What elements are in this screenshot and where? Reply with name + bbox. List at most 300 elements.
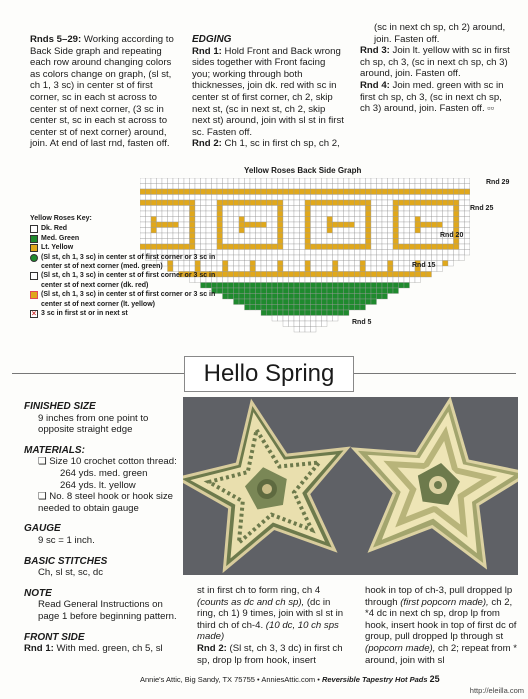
graph-cell [184, 189, 190, 195]
graph-cell [223, 233, 229, 239]
edging-rnd2-text: Ch 1, sc in first ch sp, ch 2, [224, 138, 340, 150]
graph-cell [415, 277, 421, 283]
graph-cell [283, 316, 289, 322]
materials-title: MATERIALS: [24, 444, 85, 456]
graph-cell [421, 233, 427, 239]
graph-cell [256, 233, 262, 239]
graph-cell [349, 217, 355, 223]
graph-cell [272, 200, 278, 206]
graph-cell [311, 239, 317, 245]
graph-cell [333, 228, 339, 234]
graph-cell [190, 206, 196, 212]
graph-cell [404, 233, 410, 239]
graph-cell [234, 228, 240, 234]
graph-cell [448, 206, 454, 212]
graph-cell [256, 255, 262, 261]
graph-cell [344, 211, 350, 217]
graph-cell [305, 195, 311, 201]
graph-cell [245, 206, 251, 212]
graph-cell [223, 272, 229, 278]
graph-cell [201, 195, 207, 201]
graph-cell [250, 283, 256, 289]
graph-cell [289, 272, 295, 278]
graph-cell [432, 255, 438, 261]
finished-size-text: 9 inches from one point to opposite straight edge [38, 412, 149, 436]
graph-cell [371, 288, 377, 294]
graph-cell [294, 272, 300, 278]
graph-cell [256, 189, 262, 195]
graph-cell [173, 189, 179, 195]
graph-cell [272, 250, 278, 256]
graph-cell [388, 266, 394, 272]
graph-cell [212, 195, 218, 201]
graph-cell [443, 217, 449, 223]
graph-cell [228, 250, 234, 256]
graph-cell [228, 266, 234, 272]
graph-cell [349, 261, 355, 267]
graph-cell [267, 211, 273, 217]
graph-cell [250, 233, 256, 239]
graph-cell [283, 244, 289, 250]
graph-cell [316, 321, 322, 327]
graph-cell [404, 189, 410, 195]
graph-cell [404, 277, 410, 283]
graph-cell [426, 217, 432, 223]
graph-cell [322, 222, 328, 228]
graph-cell [443, 211, 449, 217]
graph-cell [333, 310, 339, 316]
graph-cell [283, 222, 289, 228]
graph-cell [261, 310, 267, 316]
graph-cell [245, 288, 251, 294]
graph-label-rnd-29: Rnd 29 [486, 179, 510, 186]
graph-cell [322, 189, 328, 195]
graph-cell [355, 261, 361, 267]
basic-stitches-title: BASIC STITCHES [24, 555, 108, 567]
graph-cell [415, 189, 421, 195]
graph-cell [322, 272, 328, 278]
graph-cell [382, 294, 388, 300]
graph-cell [311, 277, 317, 283]
graph-cell [421, 184, 427, 190]
col2-text-b: (dc in ring, ch 1) 9 times, join with sl st in third ch of ch-4. [197, 596, 344, 631]
graph-cell [377, 261, 383, 267]
graph-cell [311, 228, 317, 234]
graph-cell [289, 184, 295, 190]
graph-cell [388, 288, 394, 294]
graph-cell [300, 244, 306, 250]
graph-cell [371, 184, 377, 190]
graph-cell [173, 184, 179, 190]
graph-cell [465, 189, 471, 195]
graph-cell [399, 250, 405, 256]
graph-cell [421, 272, 427, 278]
graph-cell [256, 277, 262, 283]
graph-cell [311, 250, 317, 256]
graph-cell [140, 184, 146, 190]
graph-cell [305, 228, 311, 234]
graph-cell [338, 206, 344, 212]
graph-cell [289, 321, 295, 327]
graph-cell [294, 206, 300, 212]
graph-cell [465, 239, 471, 245]
note-title: NOTE [24, 587, 52, 599]
graph-cell [421, 195, 427, 201]
graph-cell [256, 195, 262, 201]
graph-cell [294, 294, 300, 300]
graph-cell [289, 288, 295, 294]
graph-cell [349, 195, 355, 201]
graph-cell [426, 195, 432, 201]
graph-cell [333, 178, 339, 184]
graph-cell [344, 200, 350, 206]
graph-cell [228, 261, 234, 267]
graph-cell [448, 195, 454, 201]
front-rnd1-label: Rnd 1: [24, 643, 54, 655]
graph-cell [399, 261, 405, 267]
graph-cell [459, 200, 465, 206]
graph-cell [355, 283, 361, 289]
graph-cell [300, 206, 306, 212]
graph-cell [366, 178, 372, 184]
graph-cell [278, 228, 284, 234]
graph-cell [454, 200, 460, 206]
graph-cell [393, 217, 399, 223]
key-item-corner-green [30, 253, 220, 272]
graph-cell [327, 228, 333, 234]
graph-cell [256, 250, 262, 256]
footer-publisher: Annie's Attic, Big Sandy, TX 75755 • AnniesAttic.com • [140, 675, 320, 684]
graph-cell [223, 294, 229, 300]
graph-cell [360, 200, 366, 206]
graph-cell [443, 189, 449, 195]
graph-cell [322, 206, 328, 212]
graph-cell [448, 250, 454, 256]
graph-cell [278, 195, 284, 201]
graph-cell [228, 239, 234, 245]
graph-cell [300, 294, 306, 300]
graph-cell [261, 277, 267, 283]
graph-cell [382, 206, 388, 212]
graph-cell [311, 305, 317, 311]
graph-cell [305, 178, 311, 184]
graph-cell [322, 233, 328, 239]
graph-cell [250, 184, 256, 190]
graph-cell [316, 266, 322, 272]
graph-cell [250, 200, 256, 206]
graph-cell [322, 310, 328, 316]
graph-cell [371, 261, 377, 267]
graph-cell [399, 283, 405, 289]
graph-cell [421, 244, 427, 250]
graph-cell [234, 195, 240, 201]
graph-cell [283, 250, 289, 256]
graph-cell [223, 283, 229, 289]
col3-text-c: ch 2; repeat from * around, join with sl [365, 642, 517, 666]
graph-cell [261, 261, 267, 267]
graph-cell [327, 266, 333, 272]
graph-cell [228, 233, 234, 239]
graph-cell [289, 200, 295, 206]
graph-cell [415, 250, 421, 256]
graph-cell [300, 283, 306, 289]
graph-cell [410, 189, 416, 195]
graph-cell [278, 211, 284, 217]
graph-cell [327, 255, 333, 261]
graph-cell [278, 272, 284, 278]
graph-cell [261, 211, 267, 217]
graph-cell [272, 299, 278, 305]
graph-cell [316, 294, 322, 300]
graph-cell [245, 233, 251, 239]
graph-cell [278, 277, 284, 283]
graph-cell [256, 222, 262, 228]
graph-cell [382, 217, 388, 223]
graph-cell [190, 200, 196, 206]
graph-cell [459, 217, 465, 223]
graph-cell [245, 244, 251, 250]
graph-cell [234, 299, 240, 305]
graph-cell [327, 233, 333, 239]
graph-cell [360, 217, 366, 223]
graph-cell [294, 321, 300, 327]
graph-cell [382, 189, 388, 195]
graph-cell [305, 217, 311, 223]
graph-cell [421, 200, 427, 206]
graph-cell [459, 184, 465, 190]
graph-cell [289, 206, 295, 212]
graph-cell [426, 233, 432, 239]
graph-cell [283, 266, 289, 272]
graph-cell [311, 211, 317, 217]
graph-cell [443, 250, 449, 256]
graph-cell [239, 195, 245, 201]
corner-red-icon [30, 272, 38, 280]
graph-cell [338, 217, 344, 223]
graph-cell [360, 189, 366, 195]
graph-cell [349, 272, 355, 278]
graph-cell [157, 184, 163, 190]
graph-cell [228, 288, 234, 294]
graph-cell [212, 206, 218, 212]
graph-cell [239, 294, 245, 300]
graph-cell [305, 184, 311, 190]
graph-cell [338, 184, 344, 190]
key-item-label: 3 sc in first st or in next st [41, 310, 128, 318]
graph-cell [415, 217, 421, 223]
graph-cell [459, 195, 465, 201]
graph-cell [311, 206, 317, 212]
graph-cell [140, 206, 146, 212]
graph-cell [311, 299, 317, 305]
graph-cell [399, 228, 405, 234]
graph-cell [410, 250, 416, 256]
graph-cell [371, 217, 377, 223]
graph-cell [377, 255, 383, 261]
graph-cell [245, 261, 251, 267]
corner-green-icon [30, 254, 38, 262]
graph-cell [355, 200, 361, 206]
graph-cell [459, 222, 465, 228]
graph-cell [338, 228, 344, 234]
graph-cell [212, 178, 218, 184]
graph-cell [371, 206, 377, 212]
graph-cell [305, 206, 311, 212]
graph-cell [437, 184, 443, 190]
graph-cell [426, 239, 432, 245]
graph-cell [421, 178, 427, 184]
graph-cell [305, 233, 311, 239]
graph-cell [426, 178, 432, 184]
graph-cell [448, 239, 454, 245]
graph-cell [250, 250, 256, 256]
graph-cell [283, 200, 289, 206]
graph-cell [327, 250, 333, 256]
graph-cell [283, 255, 289, 261]
graph-cell [382, 244, 388, 250]
graph-cell [338, 250, 344, 256]
graph-cell [300, 266, 306, 272]
graph-cell [272, 233, 278, 239]
graph-cell [250, 239, 256, 245]
graph-cell [349, 222, 355, 228]
graph-cell [366, 206, 372, 212]
graph-cell [245, 184, 251, 190]
graph-cell [250, 272, 256, 278]
graph-cell [448, 189, 454, 195]
graph-cell [454, 255, 460, 261]
graph-cell [195, 206, 201, 212]
graph-cell [410, 255, 416, 261]
graph-cell [426, 222, 432, 228]
graph-cell [261, 239, 267, 245]
graph-cell [360, 233, 366, 239]
graph-cell [443, 255, 449, 261]
graph-cell [272, 266, 278, 272]
graph-cell [256, 288, 262, 294]
graph-cell [305, 266, 311, 272]
graph-cell [316, 178, 322, 184]
graph-cell [327, 195, 333, 201]
graph-cell [206, 206, 212, 212]
graph-cell [437, 255, 443, 261]
graph-cell [399, 211, 405, 217]
graph-cell [256, 244, 262, 250]
graph-cell [360, 266, 366, 272]
graph-cell [256, 305, 262, 311]
graph-cell [278, 200, 284, 206]
graph-cell [283, 189, 289, 195]
graph-cell [355, 244, 361, 250]
swatch-lt-yellow [30, 244, 38, 252]
graph-cell [157, 200, 163, 206]
page-number: 25 [429, 674, 440, 684]
graph-cell [294, 233, 300, 239]
graph-cell [283, 184, 289, 190]
graph-cell [404, 272, 410, 278]
graph-cell [426, 206, 432, 212]
graph-cell [184, 206, 190, 212]
graph-cell [289, 244, 295, 250]
graph-cell [278, 239, 284, 245]
graph-cell [184, 200, 190, 206]
graph-cell [382, 283, 388, 289]
graph-cell [388, 277, 394, 283]
graph-cell [311, 244, 317, 250]
graph-cell [322, 250, 328, 256]
graph-cell [333, 294, 339, 300]
graph-cell [355, 266, 361, 272]
graph-cell [415, 184, 421, 190]
graph-cell [223, 266, 229, 272]
graph-cell [305, 294, 311, 300]
graph-cell [245, 189, 251, 195]
graph-cell [294, 178, 300, 184]
graph-cell [300, 261, 306, 267]
graph-cell [360, 288, 366, 294]
graph-cell [393, 178, 399, 184]
graph-cell [305, 310, 311, 316]
graph-cell [272, 244, 278, 250]
graph-cell [267, 266, 273, 272]
graph-cell [289, 195, 295, 201]
graph-cell [327, 211, 333, 217]
graph-label-rnd-25: Rnd 25 [470, 205, 494, 212]
graph-cell [421, 189, 427, 195]
graph-cell [283, 211, 289, 217]
graph-cell [300, 189, 306, 195]
graph-cell [366, 239, 372, 245]
graph-cell [377, 195, 383, 201]
graph-cell [173, 200, 179, 206]
graph-cell [283, 261, 289, 267]
graph-cell [404, 178, 410, 184]
edging-rnd3-text: Join lt. yellow with sc in first ch sp, ch 3, (sc in next ch sp, ch 3) around, join. Fasten off. [360, 45, 510, 80]
graph-cell [289, 217, 295, 223]
graph-cell [366, 184, 372, 190]
graph-cell [201, 200, 207, 206]
graph-cell [223, 195, 229, 201]
graph-cell [223, 250, 229, 256]
graph-cell [162, 184, 168, 190]
graph-cell [316, 277, 322, 283]
graph-cell [377, 217, 383, 223]
graph-cell [327, 178, 333, 184]
graph-cell [316, 217, 322, 223]
graph-cell [459, 178, 465, 184]
graph-cell [278, 261, 284, 267]
graph-cell [366, 255, 372, 261]
graph-cell [404, 195, 410, 201]
edging-continued [360, 22, 512, 115]
graph-cell [305, 222, 311, 228]
graph-cell [432, 195, 438, 201]
graph-cell [140, 200, 146, 206]
graph-cell [443, 184, 449, 190]
graph-cell [448, 217, 454, 223]
graph-cell [371, 222, 377, 228]
graph-cell [366, 299, 372, 305]
graph-cell [267, 277, 273, 283]
graph-cell [234, 244, 240, 250]
graph-label-rnd-20: Rnd 20 [440, 232, 464, 239]
graph-cell [322, 316, 328, 322]
graph-cell [239, 206, 245, 212]
graph-cell [322, 178, 328, 184]
graph-label-rnd-5: Rnd 5 [352, 319, 372, 326]
graph-cell [256, 261, 262, 267]
graph-cell [300, 277, 306, 283]
